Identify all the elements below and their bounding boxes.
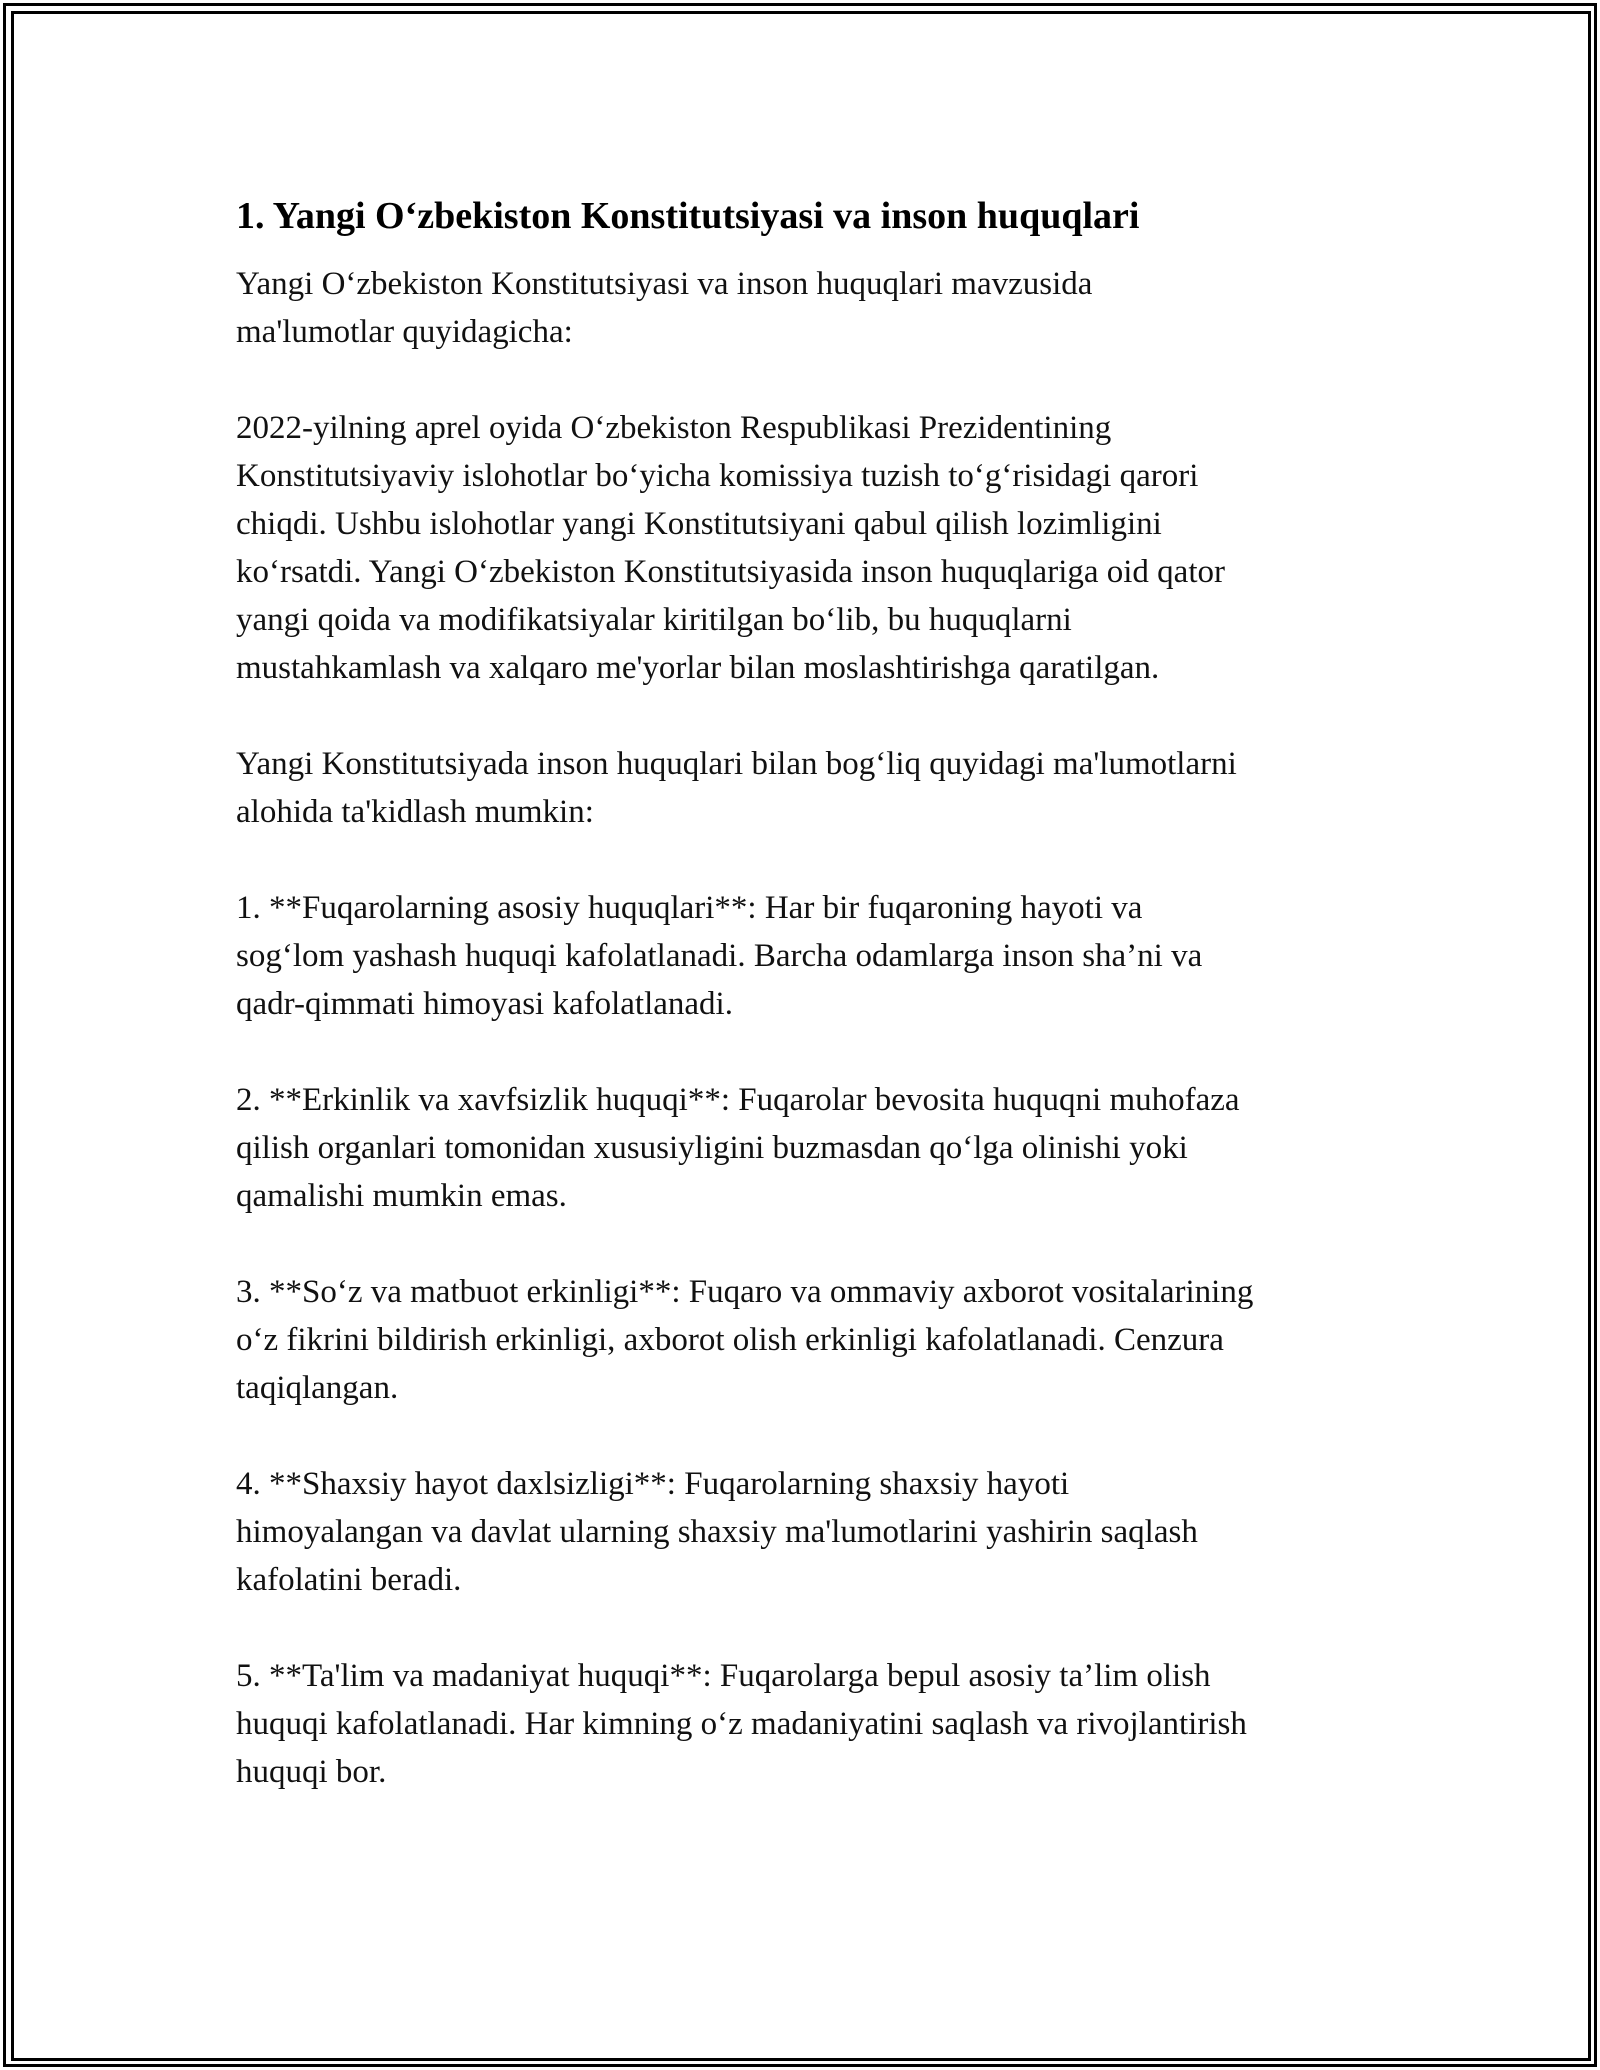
document-title: 1. Yangi O‘zbekiston Konstitutsiyasi va inson huquqlari (236, 195, 1140, 237)
list-item-basic-rights: 1. **Fuqarolarning asosiy huquqlari**: Har bir fuqaroning hayoti va sog‘lom yashash huquqi kafolatlanadi. Barcha odamlarga inson sha’ni va qadr-qimmati himoyasi kafolatlanadi. (236, 890, 1203, 1022)
list-item-privacy: 4. **Shaxsiy hayot daxlsizligi**: Fuqarolarning shaxsiy hayoti himoyalangan va davlat ularning shaxsiy ma'lumotlarini yashirin saqlash kafolatini beradi. (236, 1466, 1198, 1598)
list-intro-paragraph: Yangi Konstitutsiyada inson huquqlari bilan bog‘liq quyidagi ma'lumotlarni alohida ta'kidlash mumkin: (236, 746, 1237, 830)
document-page (236, 192, 1376, 1796)
background-paragraph: 2022-yilning aprel oyida O‘zbekiston Respublikasi Prezidentining Konstitutsiyaviy islohotlar bo‘yicha komissiya tuzish to‘g‘risidagi qarori chiqdi. Ushbu islohotlar yangi Konstitutsiyani qabul qilish lozimligini ko‘rsatdi. Yangi O‘zbekiston Konstitutsiyasida inson huquqlariga oid qator yangi qoida va modifikatsiyalar kiritilgan bo‘lib, bu huquqlarni mustahkamlash va xalqaro me'yorlar bilan moslashtirishga qaratilgan. (236, 410, 1225, 686)
document-body (236, 260, 1376, 1796)
list-item-speech-press: 3. **So‘z va matbuot erkinligi**: Fuqaro va ommaviy axborot vositalarining o‘z fikrini bildirish erkinligi, axborot olish erkinligi kafolatlanadi. Cenzura taqiqlangan. (236, 1274, 1254, 1406)
list-item-freedom-security: 2. **Erkinlik va xavfsizlik huquqi**: Fuqarolar bevosita huquqni muhofaza qilish organlari tomonidan xususiyligini buzmasdan qo‘lga olinishi yoki qamalishi mumkin emas. (236, 1082, 1240, 1214)
intro-paragraph: Yangi O‘zbekiston Konstitutsiyasi va inson huquqlari mavzusida ma'lumotlar quyidagicha: (236, 266, 1093, 350)
list-item-education-culture: 5. **Ta'lim va madaniyat huquqi**: Fuqarolarga bepul asosiy ta’lim olish huquqi kafolatlanadi. Har kimning o‘z madaniyatini saqlash va rivojlantirish huquqi bor. (236, 1658, 1247, 1790)
